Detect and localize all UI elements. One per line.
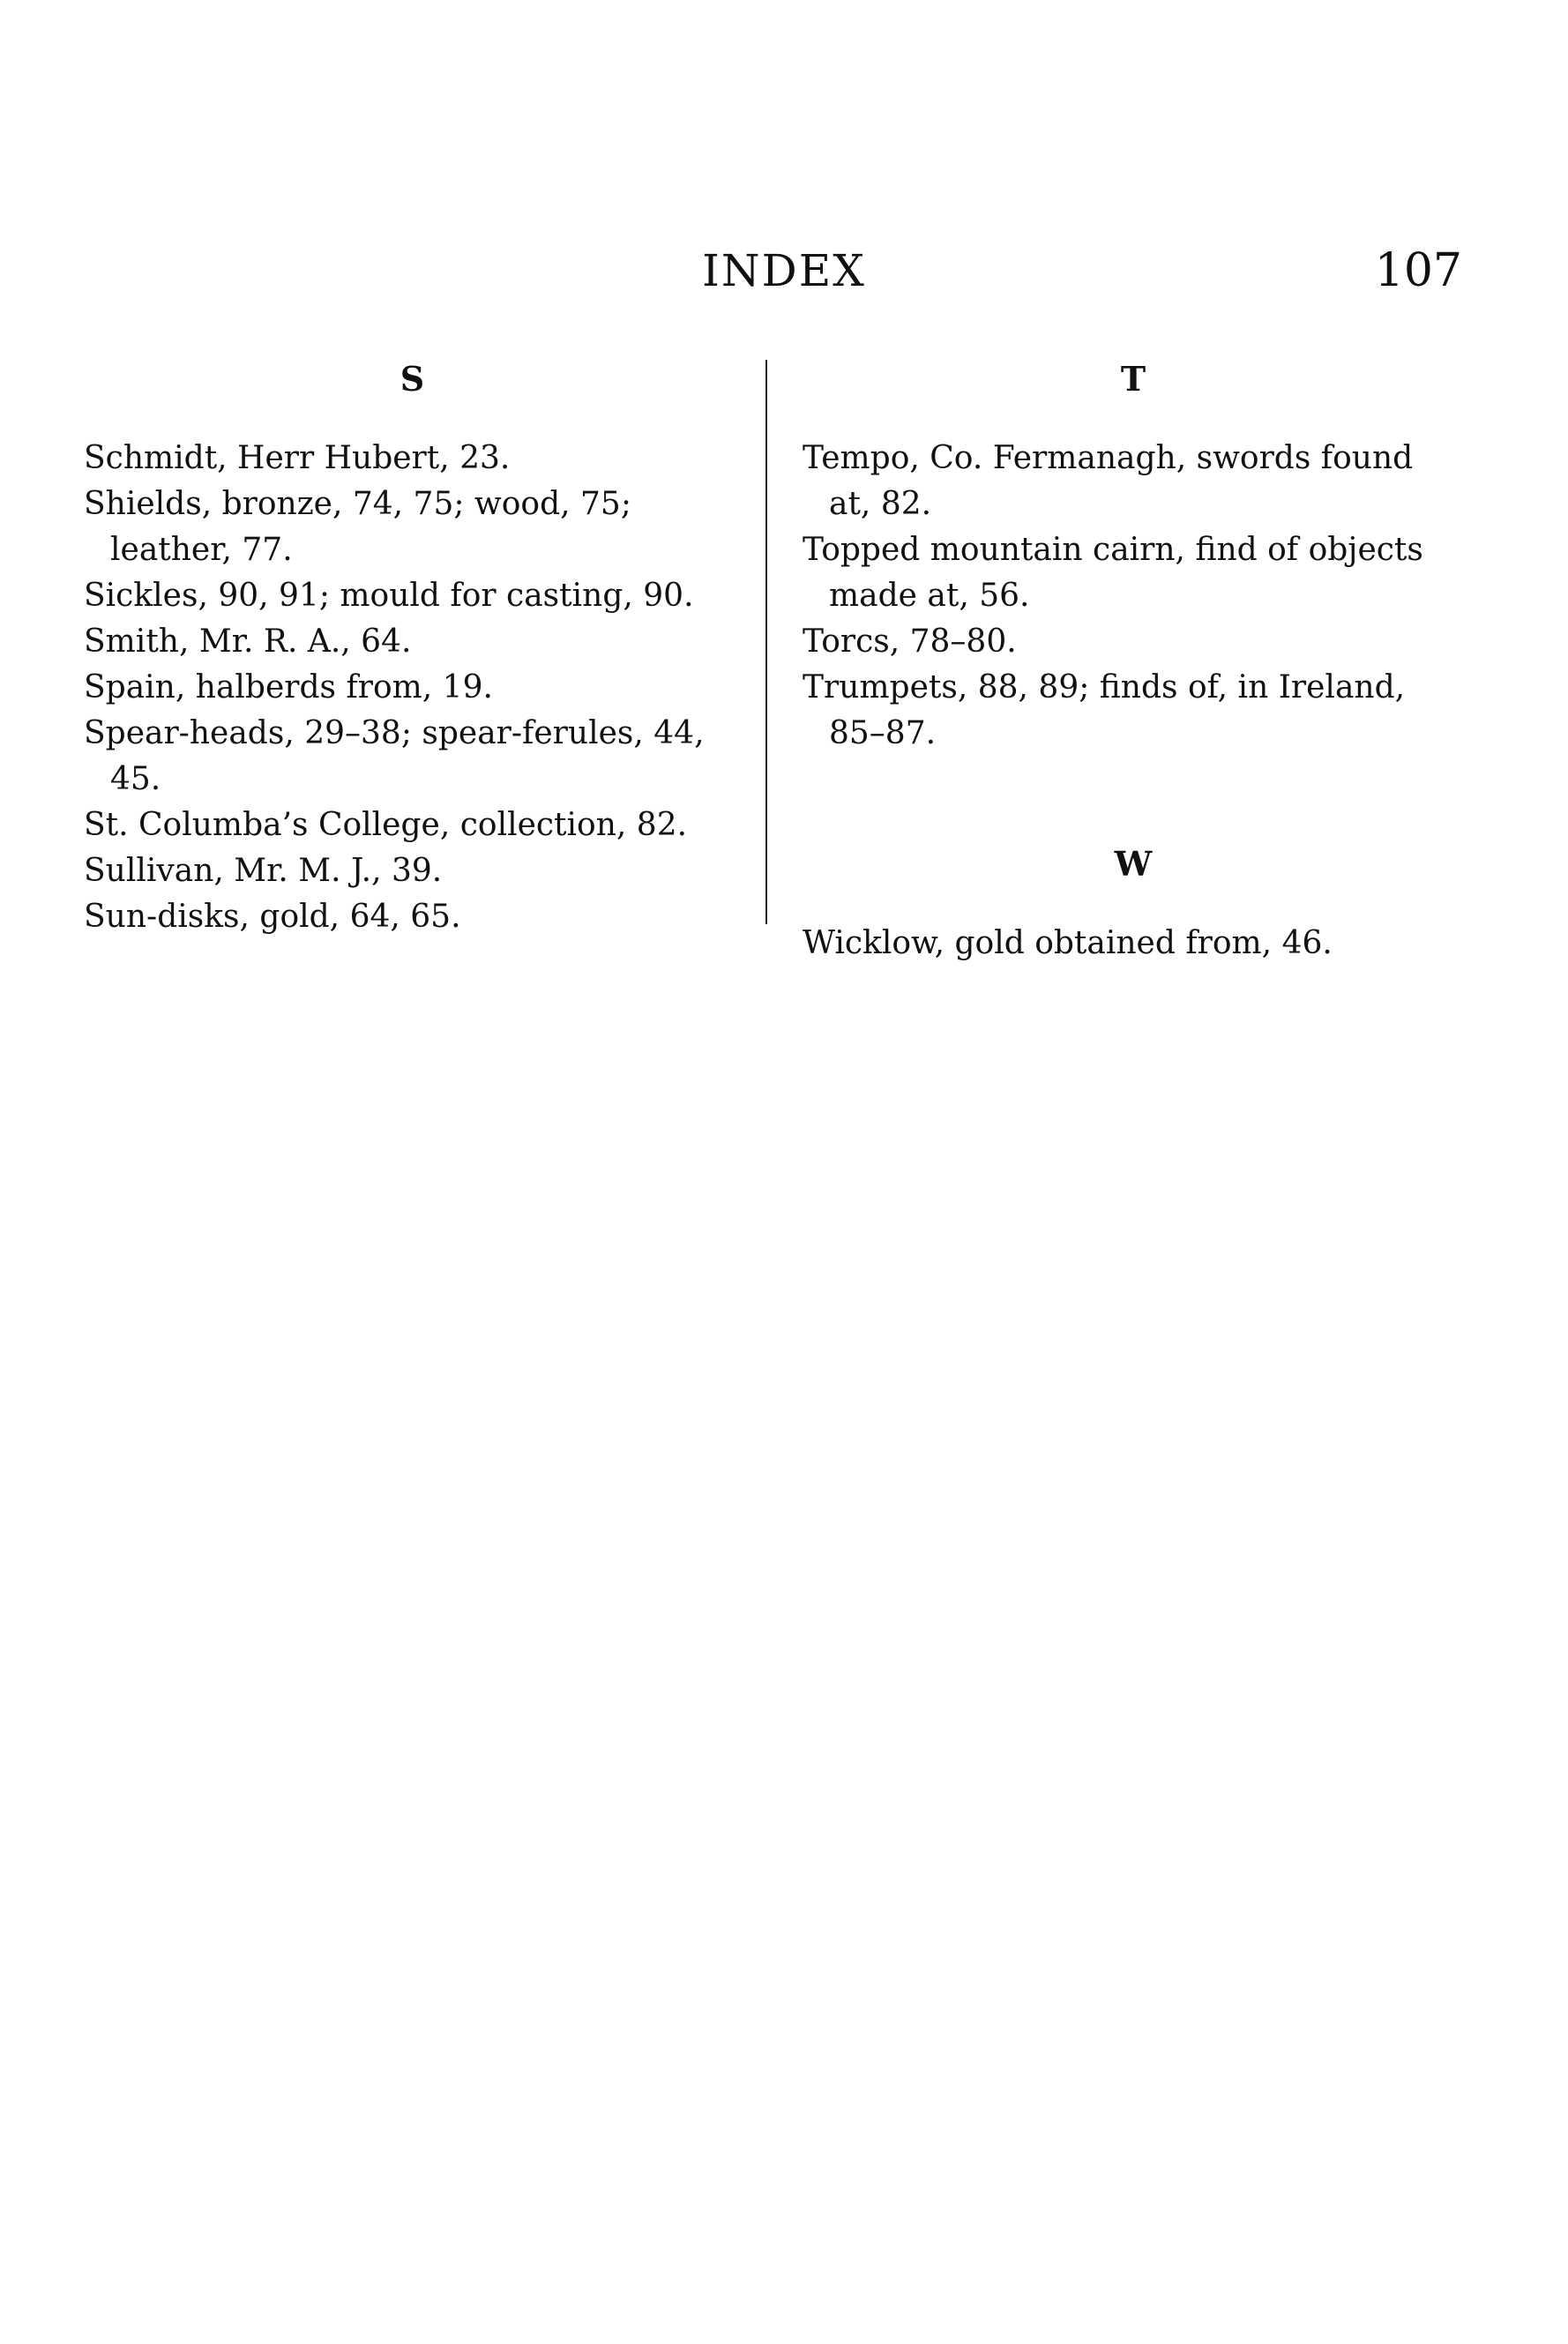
index-entry: Tempo, Co. Fermanagh, swords found at, 82. xyxy=(803,440,1414,522)
entry-list-s xyxy=(84,436,741,940)
running-head xyxy=(0,240,1568,302)
index-section-w xyxy=(803,838,1464,967)
column-divider xyxy=(765,360,767,924)
section-letter-w: W xyxy=(1114,844,1153,884)
entry-list-t xyxy=(803,436,1464,757)
index-section-s xyxy=(84,353,741,940)
page-number: 107 xyxy=(1374,244,1462,297)
index-entry: Spear-heads, 29–38; spear-ferules, 44, 45. xyxy=(84,715,705,797)
index-column-right xyxy=(803,353,1464,967)
index-entry: Spain, halberds from, 19. xyxy=(84,669,493,705)
index-entry: Wicklow, gold obtained from, 46. xyxy=(803,925,1333,961)
section-letter-s: S xyxy=(399,359,425,399)
entry-list-w xyxy=(803,921,1464,967)
index-section-t xyxy=(803,353,1464,757)
section-letter-t: T xyxy=(1120,359,1146,399)
index-entry: Shields, bronze, 74, 75; wood, 75; leather, 77. xyxy=(84,486,631,568)
index-entry: Topped mountain cairn, find of objects made at, 56. xyxy=(803,532,1423,614)
index-entry: Smith, Mr. R. A., 64. xyxy=(84,623,412,660)
page-title: INDEX xyxy=(702,245,866,296)
index-entry: Sickles, 90, 91; mould for casting, 90. xyxy=(84,578,694,614)
index-entry: St. Columba’s College, collection, 82. xyxy=(84,807,688,843)
index-entry: Schmidt, Herr Hubert, 23. xyxy=(84,440,511,476)
index-entry: Sun-disks, gold, 64, 65. xyxy=(84,899,461,935)
index-entry: Trumpets, 88, 89; finds of, in Ireland, 85–87. xyxy=(803,669,1406,751)
index-entry: Torcs, 78–80. xyxy=(803,623,1017,660)
index-column-left xyxy=(84,353,741,940)
index-entry: Sullivan, Mr. M. J., 39. xyxy=(84,853,443,889)
